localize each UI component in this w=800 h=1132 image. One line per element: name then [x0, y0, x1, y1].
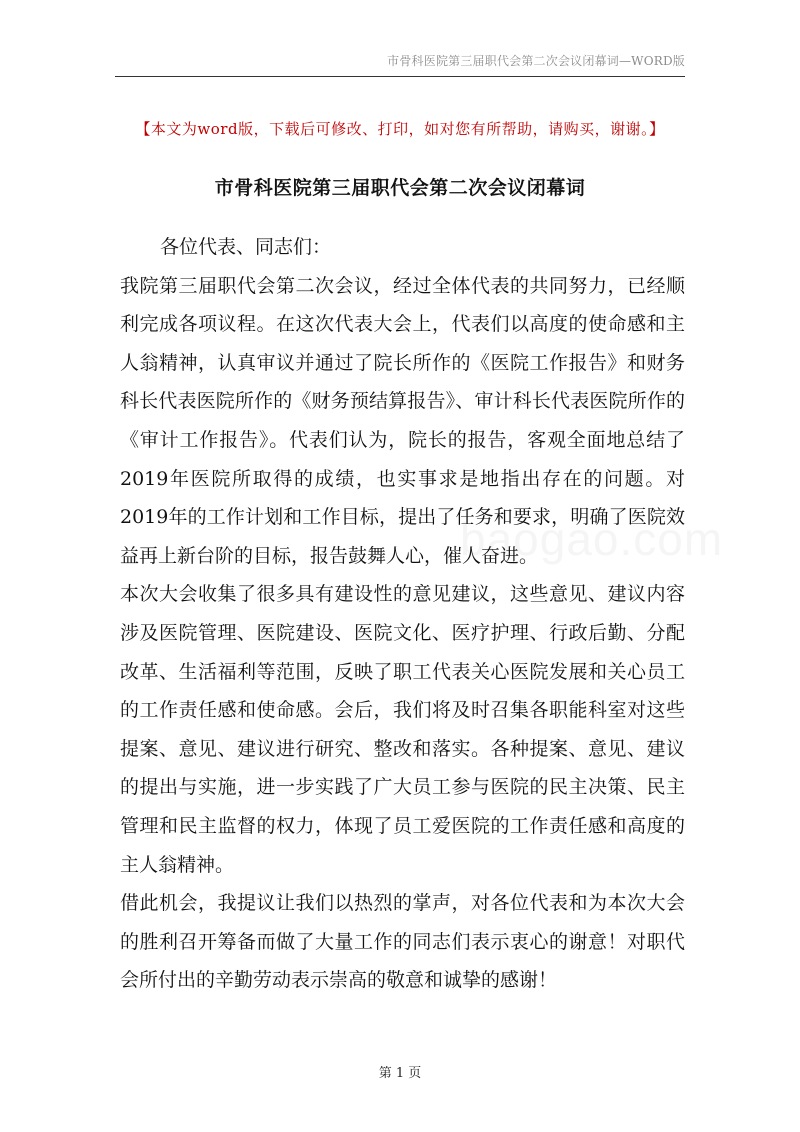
- header-divider: [115, 76, 685, 77]
- paragraph-1: 我院第三届职代会第二次会议，经过全体代表的共同努力，已经顺利完成各项议程。在这次代表大会上，代表们以高度的使命感和主人翁精神，认真审议并通过了院长所作的《医院工作报告》和财务科长代表医院所作的《财务预结算报告》、审计科长代表医院所作的《审计工作报告》。代表们认为，院长的报告，客观全面地总结了2019年医院所取得的成绩，也实事求是地指出存在的问题。对2019年的工作计划和工作目标，提出了任务和要求，明确了医院效益再上新台阶的目标，报告鼓舞人心，催人奋进。: [120, 274, 685, 567]
- watermark: baogao.com: [460, 513, 724, 565]
- salutation: 各位代表、同志们：: [160, 236, 332, 258]
- page-number: 第 1 页: [378, 1066, 422, 1081]
- running-header: 市骨科医院第三届职代会第二次会议闭幕词—WORD版: [387, 54, 685, 68]
- document-title: 市骨科医院第三届职代会第二次会议闭幕词: [214, 177, 586, 199]
- download-notice: 【本文为word版，下载后可修改、打印，如对您有所帮助，请购买，谢谢。】: [135, 120, 665, 138]
- document-body: [120, 228, 685, 1000]
- paragraph-3: 借此机会，我提议让我们以热烈的掌声，对各位代表和为本次大会的胜利召开筹备而做了大量工作的同志们表示衷心的谢意！对职代会所付出的辛勤劳动表示崇高的敬意和诚挚的感谢！: [120, 892, 685, 992]
- paragraph-2: 本次大会收集了很多具有建设性的意见建议，这些意见、建议内容涉及医院管理、医院建设、医院文化、医疗护理、行政后勤、分配改革、生活福利等范围，反映了职工代表关心医院发展和关心员工的工作责任感和使命感。会后，我们将及时召集各职能科室对这些提案、意见、建议进行研究、整改和落实。各种提案、意见、建议的提出与实施，进一步实践了广大员工参与医院的民主决策、民主管理和民主监督的权力，体现了员工爱医院的工作责任感和高度的主人翁精神。: [120, 583, 685, 876]
